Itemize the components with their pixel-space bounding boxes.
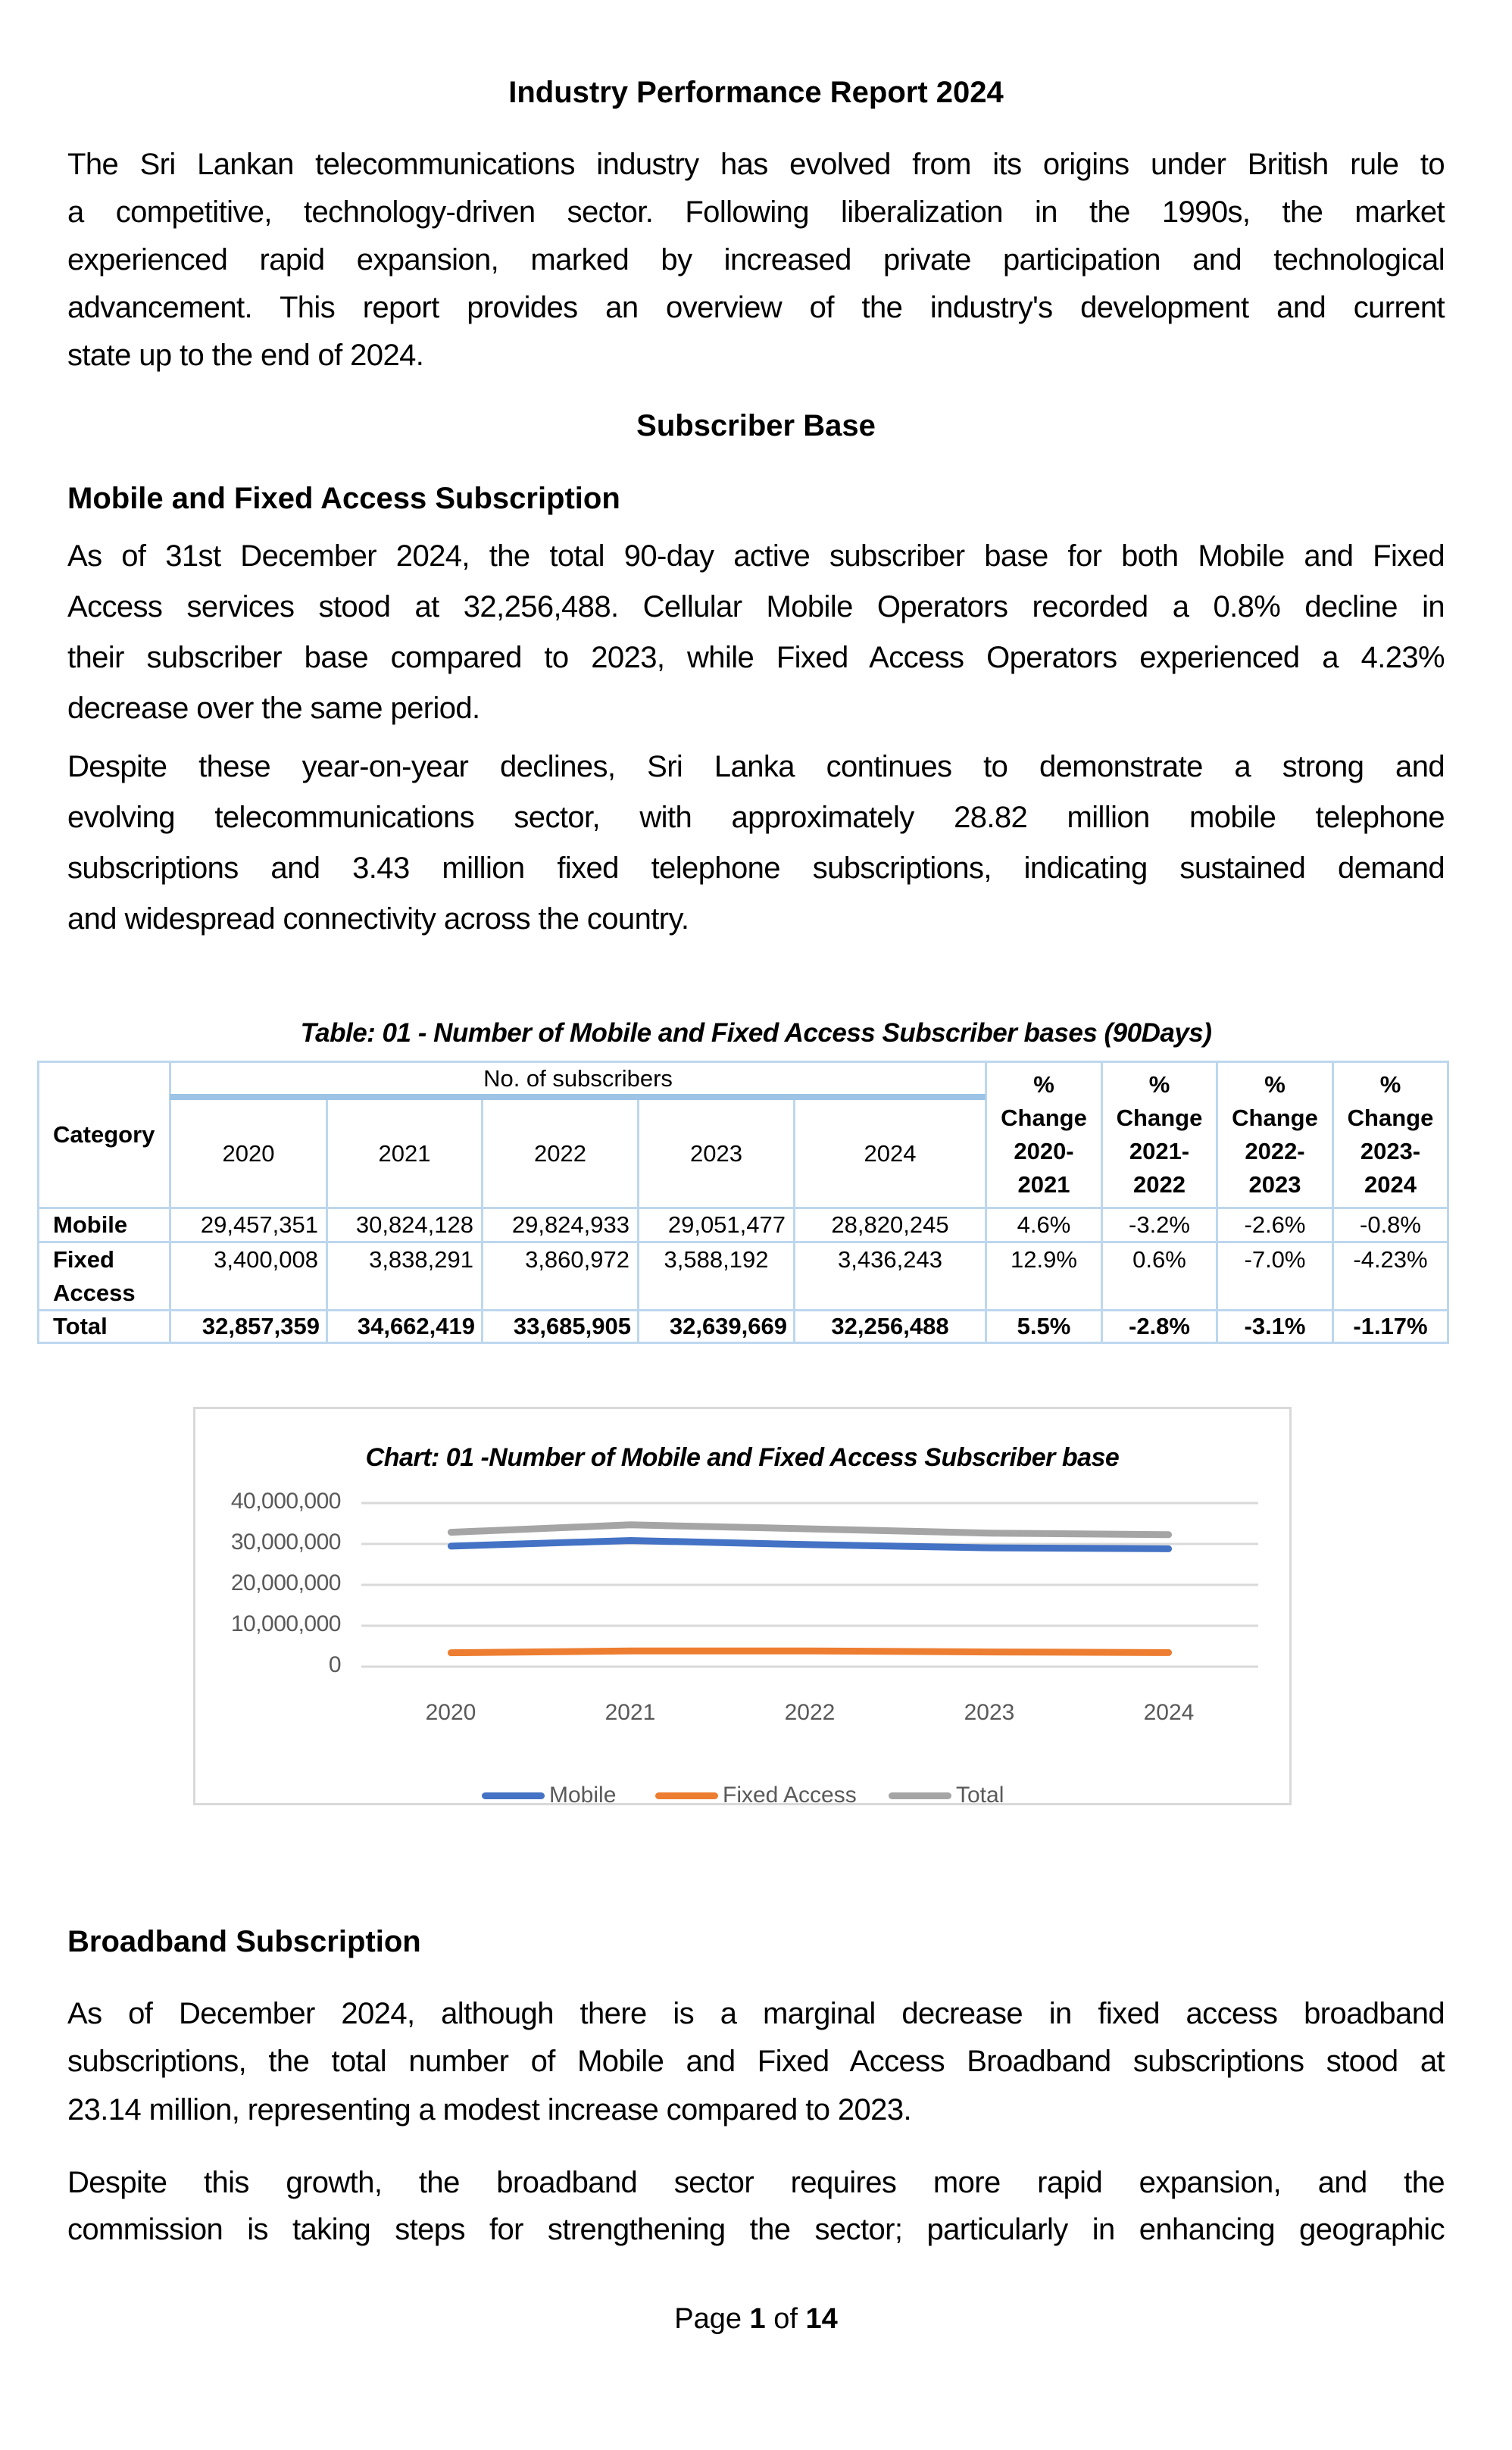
- table-cell: 29,824,933: [511, 1211, 629, 1238]
- table-cell: 33,685,905: [513, 1313, 631, 1339]
- text-line: advancement. This report provides an overview of the industry's development and current: [67, 291, 1445, 324]
- table-cell: -1.17%: [1353, 1313, 1428, 1339]
- legend-label: Total: [956, 1783, 1004, 1808]
- current-page: 1: [749, 2303, 766, 2335]
- legend-line-icon: [655, 1792, 718, 1799]
- text-line: The Sri Lankan telecommunications industry has evolved from its origins under British rule to: [67, 148, 1445, 181]
- text-line: experienced rapid expansion, marked by increased private participation and technological: [67, 243, 1445, 277]
- header-text: 2022-: [1245, 1138, 1305, 1164]
- table-cell: 32,857,359: [201, 1313, 320, 1339]
- footer-prefix: Page: [674, 2303, 742, 2335]
- subsection-heading-mobile-fixed: Mobile and Fixed Access Subscription: [67, 482, 620, 515]
- table-cell: -0.8%: [1360, 1211, 1421, 1238]
- header-text: Change: [1001, 1105, 1087, 1131]
- text-line: Access services stood at 32,256,488. Cellular Mobile Operators recorded a 0.8% decline in: [67, 590, 1445, 623]
- x-axis-tick: 2020: [425, 1700, 476, 1725]
- table-cell: -4.23%: [1353, 1246, 1428, 1273]
- header-year: 2020: [222, 1139, 275, 1167]
- header-year: 2024: [864, 1139, 917, 1167]
- header-no-of-subscribers: No. of subscribers: [483, 1064, 673, 1092]
- table-cell: 30,824,128: [355, 1211, 473, 1238]
- table-cell: 3,400,008: [214, 1246, 318, 1273]
- table-cell: 5.5%: [1017, 1313, 1071, 1339]
- row-label-mobile: Mobile: [53, 1211, 128, 1238]
- legend-label: Fixed Access: [723, 1783, 857, 1808]
- table-cell: -2.8%: [1129, 1313, 1190, 1339]
- y-axis-tick: 30,000,000: [230, 1530, 341, 1555]
- header-text: 2023: [1248, 1171, 1301, 1198]
- text-line: subscriptions, the total number of Mobile and Fixed Access Broadband subscriptions stood at: [67, 2045, 1445, 2078]
- header-text: %: [1033, 1071, 1054, 1098]
- text-line: 23.14 million, representing a modest increase compared to 2023.: [67, 2093, 911, 2127]
- table-cell: 3,436,243: [838, 1246, 942, 1273]
- legend-line-icon: [889, 1792, 951, 1799]
- text-line: a competitive, technology-driven sector. Following liberalization in the 1990s, the market: [67, 195, 1445, 229]
- text-line: state up to the end of 2024.: [67, 339, 424, 372]
- row-label-total: Total: [53, 1313, 108, 1339]
- legend-item-mobile: [482, 1783, 616, 1808]
- y-axis-tick: 20,000,000: [230, 1570, 341, 1595]
- header-text: 2023-: [1360, 1138, 1421, 1164]
- footer-of: of: [773, 2303, 798, 2335]
- header-year: 2022: [534, 1139, 586, 1167]
- header-text: %: [1379, 1071, 1401, 1098]
- text-line: and widespread connectivity across the country.: [67, 902, 689, 936]
- section-heading-subscriber-base: Subscriber Base: [636, 409, 876, 442]
- text-line: subscriptions and 3.43 million fixed telephone subscriptions, indicating sustained demand: [67, 852, 1445, 885]
- text-line: their subscriber base compared to 2023, while Fixed Access Operators experienced a 4.23%: [67, 641, 1445, 674]
- table-cell: -3.1%: [1244, 1313, 1306, 1339]
- header-text: %: [1148, 1071, 1170, 1098]
- x-axis-tick: 2021: [604, 1700, 656, 1725]
- legend-line-icon: [482, 1792, 545, 1799]
- table-cell: 29,051,477: [667, 1211, 786, 1238]
- header-text: Change: [1347, 1105, 1434, 1131]
- table-cell: -7.0%: [1244, 1246, 1306, 1273]
- report-title: Industry Performance Report 2024: [508, 76, 1004, 109]
- table-caption: Table: 01 - Number of Mobile and Fixed Access Subscriber bases (90Days): [300, 1018, 1212, 1048]
- table-cell: -3.2%: [1129, 1211, 1190, 1238]
- header-text: 2021: [1017, 1171, 1070, 1198]
- table-cell: 29,457,351: [200, 1211, 318, 1238]
- table-cell: 28,820,245: [831, 1211, 949, 1238]
- text-line: evolving telecommunications sector, with approximately 28.82 million mobile telephone: [67, 801, 1445, 834]
- text-line: Despite these year-on-year declines, Sri Lanka continues to demonstrate a strong and: [67, 750, 1445, 783]
- row-label-fixed-access: Fixed Access: [53, 1246, 136, 1306]
- table-cell: 3,588,192: [664, 1246, 769, 1273]
- header-text: %: [1264, 1071, 1286, 1098]
- table-cell: 0.6%: [1132, 1246, 1186, 1273]
- y-axis-tick: 10,000,000: [230, 1611, 341, 1636]
- subsection-heading-broadband: Broadband Subscription: [67, 1925, 421, 1958]
- header-year: 2023: [690, 1139, 742, 1167]
- table-cell: 32,256,488: [831, 1313, 949, 1339]
- header-category: Category: [53, 1121, 155, 1148]
- chart-title: Chart: 01 -Number of Mobile and Fixed Access Subscriber base: [365, 1443, 1120, 1472]
- header-text: 2024: [1364, 1171, 1417, 1198]
- y-axis-tick: 40,000,000: [230, 1489, 341, 1514]
- table-cell: 12.9%: [1011, 1246, 1077, 1273]
- table-cell: 34,662,419: [357, 1313, 475, 1339]
- header-text: Change: [1232, 1105, 1318, 1131]
- table-cell: 4.6%: [1017, 1211, 1071, 1238]
- page-number-footer: [0, 2303, 1512, 2336]
- legend-item-fixed-access: [655, 1783, 857, 1808]
- table-cell: 3,860,972: [525, 1246, 629, 1273]
- x-axis-tick: 2022: [784, 1700, 836, 1725]
- text-line: commission is taking steps for strengthening the sector; particularly in enhancing geographic: [67, 2213, 1445, 2246]
- text-line: decrease over the same period.: [67, 692, 480, 725]
- total-pages: 14: [805, 2303, 838, 2335]
- header-text: 2021-: [1129, 1138, 1190, 1164]
- x-axis-tick: 2024: [1143, 1700, 1195, 1725]
- header-text: 2020-: [1014, 1138, 1074, 1164]
- y-axis-tick: 0: [328, 1652, 341, 1677]
- legend-label: Mobile: [549, 1783, 617, 1808]
- text-line: As of December 2024, although there is a marginal decrease in fixed access broadband: [67, 1997, 1445, 2030]
- header-text: Change: [1116, 1105, 1203, 1131]
- text-line: As of 31st December 2024, the total 90-day active subscriber base for both Mobile and Fixed: [67, 539, 1445, 573]
- header-text: 2022: [1133, 1171, 1186, 1198]
- x-axis-tick: 2023: [964, 1700, 1015, 1725]
- table-cell: -2.6%: [1244, 1211, 1306, 1238]
- text-line: Despite this growth, the broadband sector requires more rapid expansion, and the: [67, 2166, 1445, 2199]
- table-cell: 3,838,291: [369, 1246, 473, 1273]
- legend-item-total: [889, 1783, 1004, 1808]
- series-line-total: [451, 1525, 1168, 1535]
- header-year: 2021: [378, 1139, 431, 1167]
- series-line-fixed-access: [451, 1651, 1168, 1652]
- table-cell: 32,639,669: [669, 1313, 787, 1339]
